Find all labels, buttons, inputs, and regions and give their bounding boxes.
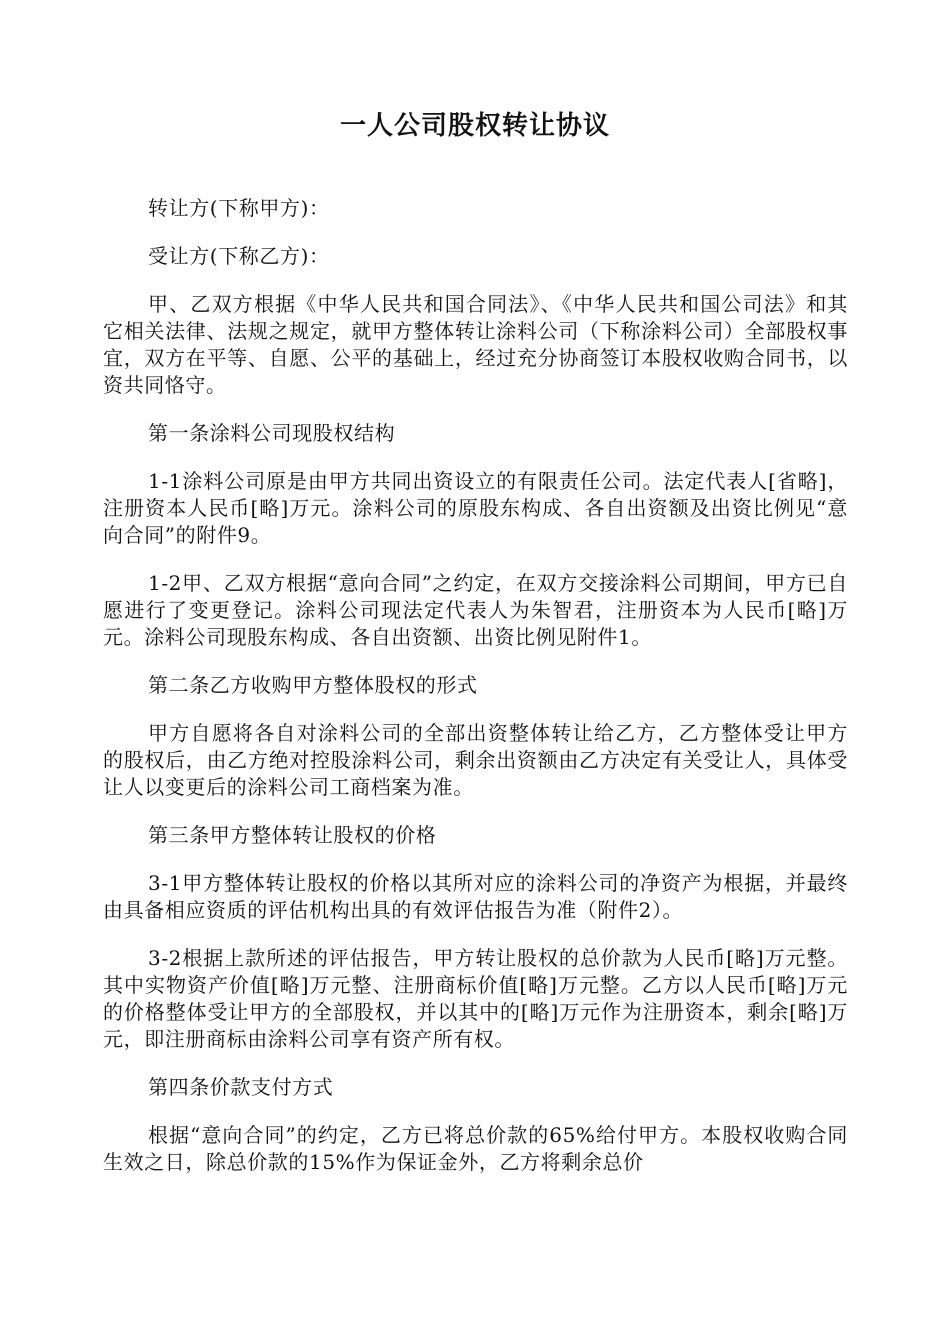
clause-3-1: 3-1甲方整体转让股权的价格以其所对应的涂料公司的净资产为根据，并最终由具备相应资质的评估机构出具的有效评估报告为准（附件2）。 [103,871,848,922]
article-4-paragraph: 根据“意向合同”的约定，乙方已将总价款的65%给付甲方。本股权收购合同生效之日，除总价款的15%作为保证金外，乙方将剩余总价 [103,1123,848,1174]
clause-3-2: 3-2根据上款所述的评估报告，甲方转让股权的总价款为人民币[略]万元整。其中实物资产价值[略]万元整、注册商标价值[略]万元整。乙方以人民币[略]万元的价格整体受让甲方的全部股权，并以其中的[略]万元作为注册资本，剩余[略]万元，即注册商标由涂料公司享有资产所有权。 [103,946,848,1051]
article-2-paragraph: 甲方自愿将各自对涂料公司的全部出资整体转让给乙方，乙方整体受让甲方的股权后，由乙方绝对控股涂料公司，剩余出资额由乙方决定有关受让人，具体受让人以变更后的涂料公司工商档案为准。 [103,721,848,799]
clause-1-2: 1-2甲、乙双方根据“意向合同”之约定，在双方交接涂料公司期间，甲方已自愿进行了变更登记。涂料公司现法定代表人为朱智君，注册资本为人民币[略]万元。涂料公司现股东构成、各自出资额、出资比例见附件1。 [103,571,848,649]
document-body [103,195,848,1197]
article-4-heading: 第四条价款支付方式 [148,1075,334,1099]
preamble-paragraph: 甲、乙双方根据《中华人民共和国合同法》、《中华人民共和国公司法》和其它相关法律、法规之规定，就甲方整体转让涂料公司（下称涂料公司）全部股权事宜，双方在平等、自愿、公平的基础上，经过充分协商签订本股权收购合同书，以资共同恪守。 [103,292,848,397]
clause-1-1: 1-1涂料公司原是由甲方共同出资设立的有限责任公司。法定代表人[省略]，注册资本人民币[略]万元。涂料公司的原股东构成、各自出资额及出资比例见“意向合同”的附件9。 [103,469,848,547]
article-1-heading: 第一条涂料公司现股权结构 [148,421,396,445]
document-title: 一人公司股权转让协议 [339,111,610,141]
party-a-line: 转让方(下称甲方)： [148,196,330,220]
article-2-heading: 第二条乙方收购甲方整体股权的形式 [148,673,478,697]
article-3-heading: 第三条甲方整体转让股权的价格 [148,823,437,847]
party-b-line: 受让方(下称乙方)： [148,244,330,268]
